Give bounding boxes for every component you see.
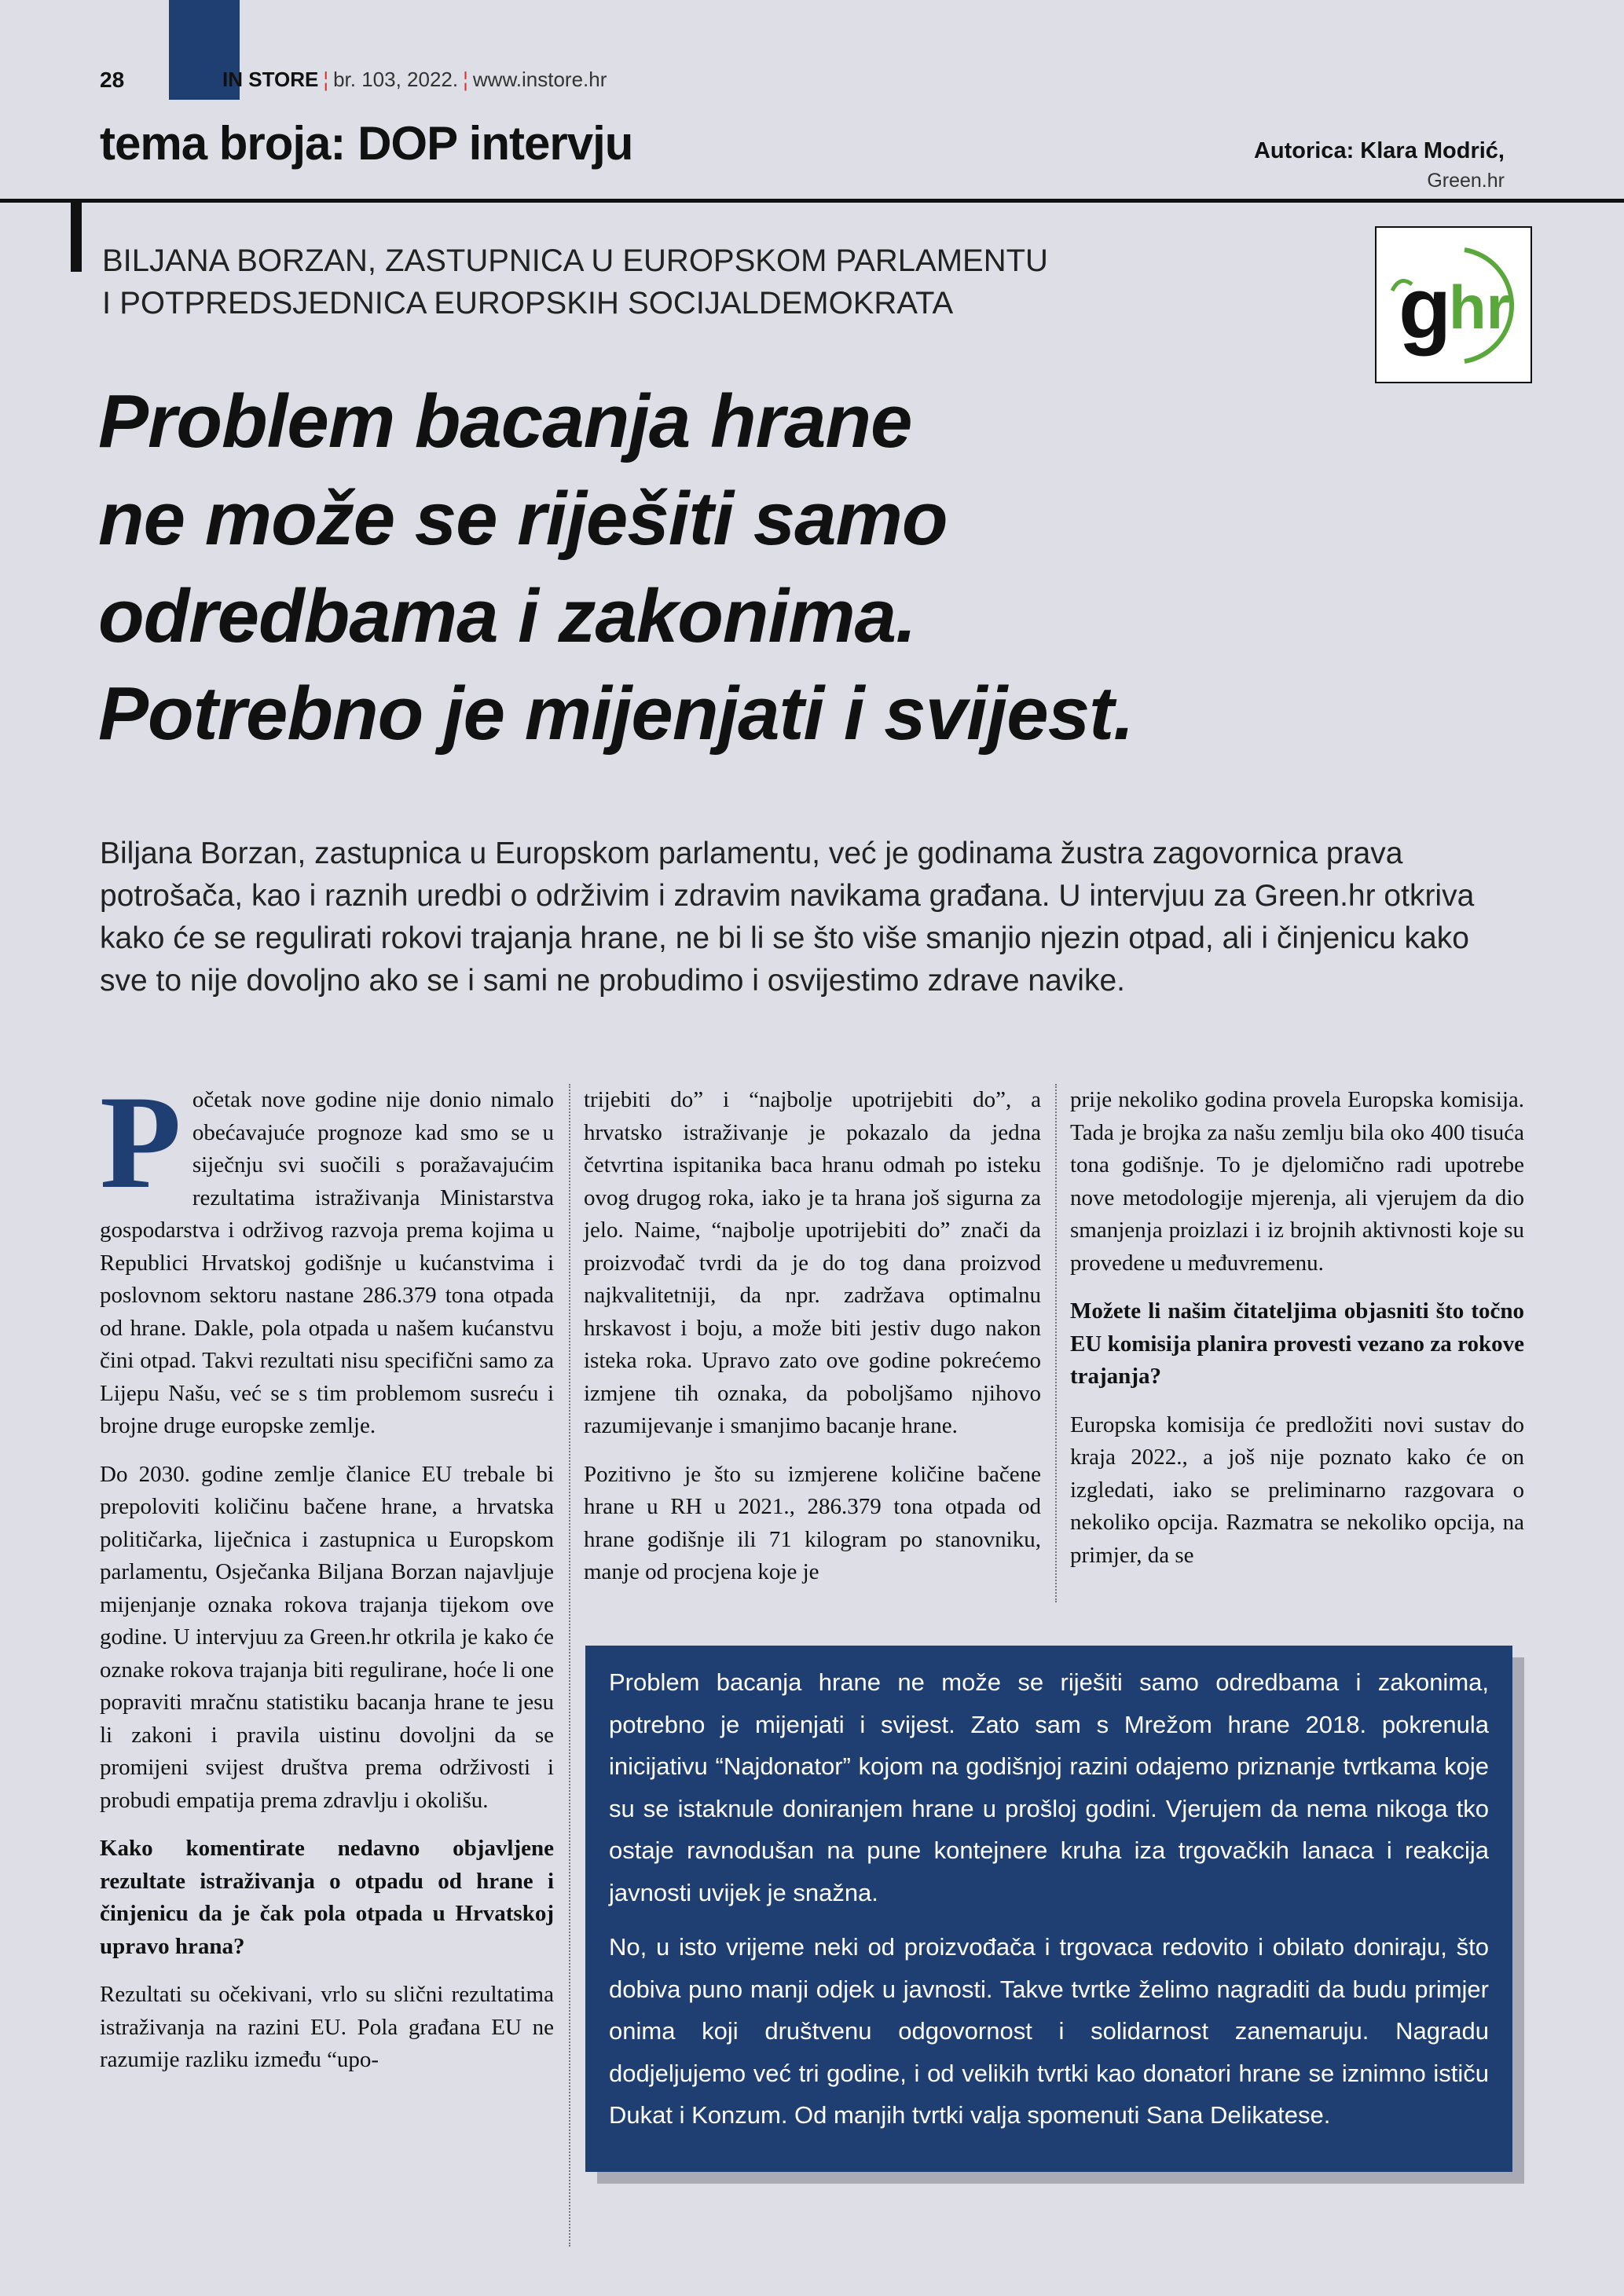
svg-text:g: g — [1399, 260, 1452, 357]
headline-line: ne može se riješiti samo — [98, 477, 948, 561]
brand-name: IN STORE — [222, 68, 319, 91]
subtitle-line: BILJANA BORZAN, ZASTUPNICA U EUROPSKOM PARLAMENTU — [102, 244, 1048, 278]
headline-line: odredbama i zakonima. — [98, 574, 916, 658]
separator: ¦ — [463, 68, 468, 91]
author: Autorica: Klara Modrić, — [1253, 138, 1505, 163]
paragraph: Do 2030. godine zemlje članice EU trebale bi prepoloviti količinu bačene hrane, a hrvatska političarka, liječnica i zastupnica u Europskom parlamentu, Osječanka Biljana Borzan najavljuje mijenjanje oznaka rokova trajanja tijekom ove godine. U intervjuu za Green.hr otkrila je kako će oznake rokova trajanja biti regulirane, hoće li one popraviti mračnu statistiku bacanja hrane te jesu li zakoni i pravila uistinu dovoljni da se promijeni svijest društva prema održivosti i probudi empatija prema zdravlju i okolišu. — [100, 1461, 554, 1813]
logo-icon — [1377, 228, 1531, 382]
header-rule — [0, 199, 1624, 203]
headline-line: Problem bacanja hrane — [98, 379, 912, 463]
paragraph: trijebiti do” i “najbolje upotrijebiti do”, a hrvatsko istraživanje je pokazalo da jedna četvrtina ispitanika baca hranu odmah po isteku ovog drugog roka, iako je ta hrana još sigurna za jelo. Naime, “najbolje upotrijebiti do” znači da proizvođač tvrdi da je do tog dana proizvod najkvalitetniji, da npr. zadržava optimalnu hrskavost i boju, a može biti jestiv dugo nakon isteka roka. Upravo zato ove godine pokrećemo izmjene tih oznaka, da poboljšamo njihovo razumijevanje i smanjimo bacanje hrane. — [584, 1087, 1041, 1438]
lead-paragraph: Biljana Borzan, zastupnica u Europskom parlamentu, već je godinama žustra zagovornica prava potrošača, kao i raznih uredbi o održivim i zdravim navikama građana. U intervjuu za Green.hr otkriva kako će se regulirati rokovi trajanja hrane, ne bi li se što više smanjio njezin otpad, ali i činjenicu kako sve to nije dovoljno ako se i sami ne probudimo i osvijestimo zdrave navike. — [100, 837, 1475, 998]
interview-question: Možete li našim čitateljima objasniti što točno EU komisija planira provesti vezano za rokove trajanja? — [1070, 1298, 1524, 1389]
paragraph: prije nekoliko godina provela Europska komisija. Tada je brojka za našu zemlju bila oko 400 tisuća tona godišnje. To je djelomično radi upotrebe nove metodologije mjerenja, ali vjerujem da dio smanjenja proizlazi i iz brojnih aktivnosti koje su provedene u međuvremenu. — [1070, 1087, 1524, 1276]
article-column-3 — [1070, 1084, 1524, 1587]
article-column-2 — [584, 1084, 1041, 1605]
author-source: Green.hr — [1427, 170, 1505, 192]
section-title: tema broja: DOP intervju — [100, 117, 633, 170]
article-column-1 — [100, 1068, 554, 2093]
subtitle-bar — [71, 203, 82, 272]
headline — [98, 373, 1134, 763]
subtitle — [102, 240, 1048, 324]
column-divider — [569, 1084, 570, 2247]
column-divider — [1055, 1084, 1057, 1602]
paragraph: Rezultati su očekivani, vrlo su slični rezultatima istraživanja na razini EU. Pola građana EU ne razumije razliku između “upo- — [100, 1982, 554, 2072]
quote-box — [585, 1646, 1512, 2172]
paragraph: Europska komisija će predložiti novi sustav do kraja 2022., a još nije poznato kako će on izgledati, iako se preliminarno razgovara o nekoliko opcija. Razmatra se nekoliko opcija, na primjer, da se — [1070, 1412, 1524, 1568]
drop-cap: P — [100, 1068, 181, 1216]
paragraph: Pozitivno je što su izmjerene količine bačene hrane u RH u 2021., 286.379 tona otpada od hrane godišnje ili 71 kilogram po stanovniku, manje od procjena koje je — [584, 1461, 1041, 1584]
paragraph: očetak nove godine nije donio nimalo obećavajuće prognoze kad smo se u siječnju svi suočili s poražavajućim rezultatima istraživanja Ministarstva gospodarstva i održivog razvoja prema kojima u Republici Hrvatskoj godišnje u kućanstvima i poslovnom sektoru nastane 286.379 tona otpada od hrane. Dakle, pola otpada u našem kućanstvu čini otpad. Takvi rezultati nisu specifični samo za Lijepu Našu, već se s tim problemom susreću i brojne druge europske zemlje. — [100, 1087, 554, 1438]
quote-paragraph: Problem bacanja hrane ne može se riješiti samo odredbama i zakonima, potrebno je mijenjati i svijest. Zato sam s Mrežom hrane 2018. pokrenula inicijativu “Najdonator” kojom na godišnjoj razini odajemo priznanje tvrtkama koje su se istaknule doniranjem hrane u prošloj godini. Vjerujem da nema nikoga tko ostaje ravnodušan na pune kontejnere kruha iza trgovačkih lanaca i reakcija javnosti uvijek je snažna. — [609, 1668, 1489, 1906]
svg-text:hr: hr — [1449, 273, 1510, 342]
separator: ¦ — [323, 68, 329, 91]
interview-question: Kako komentirate nedavno objavljene rezultate istraživanja o otpadu od hrane i činjenicu da je čak pola otpada u Hrvatskoj upravo hrana? — [100, 1836, 554, 1959]
green-hr-logo — [1375, 226, 1532, 383]
website: www.instore.hr — [472, 68, 607, 91]
headline-line: Potrebno je mijenjati i svijest. — [98, 672, 1134, 756]
masthead — [222, 68, 607, 92]
quote-paragraph: No, u isto vrijeme neki od proizvođača i trgovaca redovito i obilato doniraju, što dobiva puno manji odjek u javnosti. Takve tvrtke želimo nagraditi da budu primjer onima koji društvenu odgovornost i solidarnost zanemaruju. Nagradu dodjeljujemo već tri godine, i od velikih tvrtki kao donatori hrane se iznimno ističu Dukat i Konzum. Od manjih tvrtki valja spomenuti Sana Delikatese. — [609, 1933, 1489, 2129]
page-number: 28 — [100, 68, 125, 92]
subtitle-line: I POTPREDSJEDNICA EUROPSKIH SOCIJALDEMOKRATA — [102, 286, 954, 320]
issue-number: br. 103, 2022. — [333, 68, 459, 91]
